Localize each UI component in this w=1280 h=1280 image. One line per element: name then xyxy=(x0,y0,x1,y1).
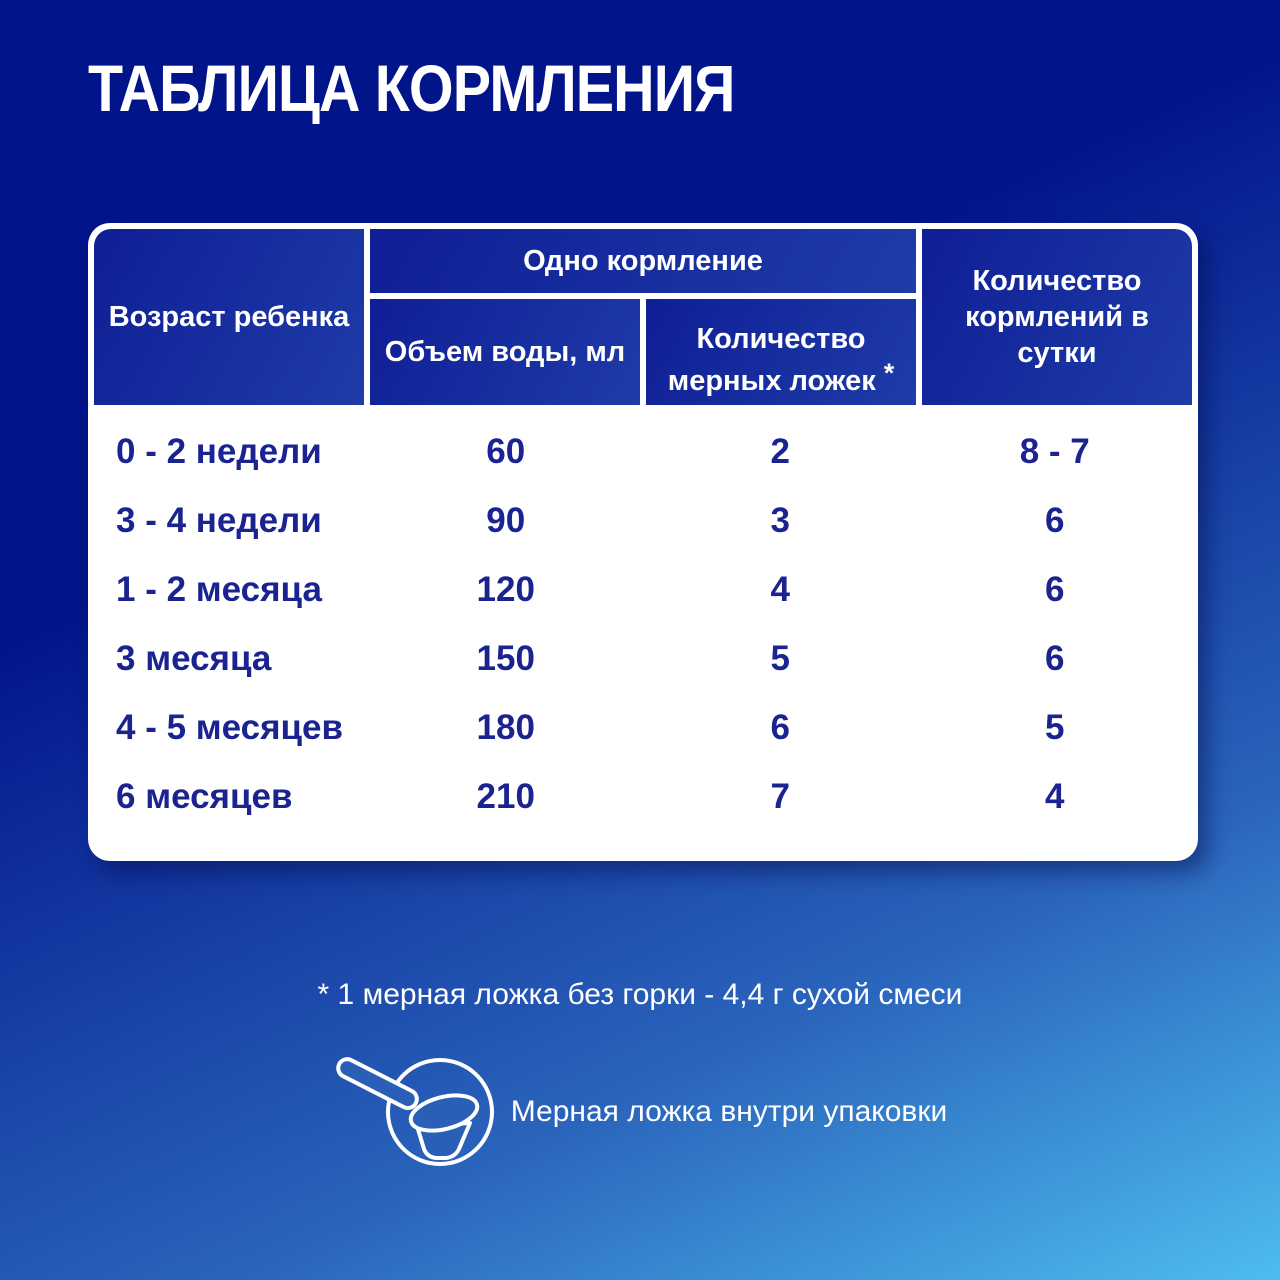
cell-feedings: 6 xyxy=(1045,500,1065,540)
cell-feedings: 6 xyxy=(1045,569,1065,609)
cell-scoops: 3 xyxy=(770,500,790,540)
cell-scoops: 6 xyxy=(770,707,790,747)
header-scoops-count xyxy=(646,299,916,405)
feeding-table xyxy=(88,223,1198,861)
cell-scoops: 7 xyxy=(770,776,790,816)
table-header xyxy=(94,229,1192,405)
table-row xyxy=(94,486,1192,555)
cell-water: 180 xyxy=(476,707,535,747)
cell-scoops: 4 xyxy=(770,569,790,609)
header-scoops-label: Количество мерных ложек xyxy=(667,323,876,398)
header-age: Возраст ребенка xyxy=(94,229,364,405)
cell-water: 120 xyxy=(476,569,535,609)
cell-scoops: 5 xyxy=(770,638,790,678)
cell-age: 0 - 2 недели xyxy=(116,431,322,471)
scoop-note-label: Мерная ложка внутри упаковки xyxy=(510,1095,948,1128)
cell-age: 3 - 4 недели xyxy=(116,500,322,540)
page-title: ТАБЛИЦА КОРМЛЕНИЯ xyxy=(88,51,735,125)
cell-feedings: 8 - 7 xyxy=(1019,431,1090,471)
cell-scoops: 2 xyxy=(770,431,790,471)
cell-age: 4 - 5 месяцев xyxy=(116,707,344,747)
table-row xyxy=(94,417,1192,486)
header-scoops-asterisk: * xyxy=(883,358,895,389)
table-row xyxy=(94,555,1192,624)
table-row xyxy=(94,693,1192,762)
table-row xyxy=(94,624,1192,693)
header-feedings-per-day: Количество кормлений в сутки xyxy=(922,229,1192,405)
header-water-volume: Объем воды, мл xyxy=(370,299,640,405)
table-row xyxy=(94,762,1192,831)
table-body xyxy=(94,405,1192,855)
cell-feedings: 6 xyxy=(1045,638,1065,678)
cell-water: 90 xyxy=(486,500,526,540)
measuring-scoop-icon xyxy=(333,1044,501,1180)
cell-feedings: 4 xyxy=(1045,776,1065,816)
cell-water: 60 xyxy=(486,431,526,471)
scoop-note-row xyxy=(0,1044,1280,1180)
scoop-footnote: * 1 мерная ложка без горки - 4,4 г сухой смеси xyxy=(317,978,963,1011)
cell-age: 1 - 2 месяца xyxy=(116,569,322,609)
header-one-feeding: Одно кормление xyxy=(370,229,916,293)
cell-age: 3 месяца xyxy=(116,638,272,678)
cell-water: 210 xyxy=(476,776,535,816)
cell-water: 150 xyxy=(476,638,535,678)
cell-age: 6 месяцев xyxy=(116,776,293,816)
cell-feedings: 5 xyxy=(1045,707,1065,747)
